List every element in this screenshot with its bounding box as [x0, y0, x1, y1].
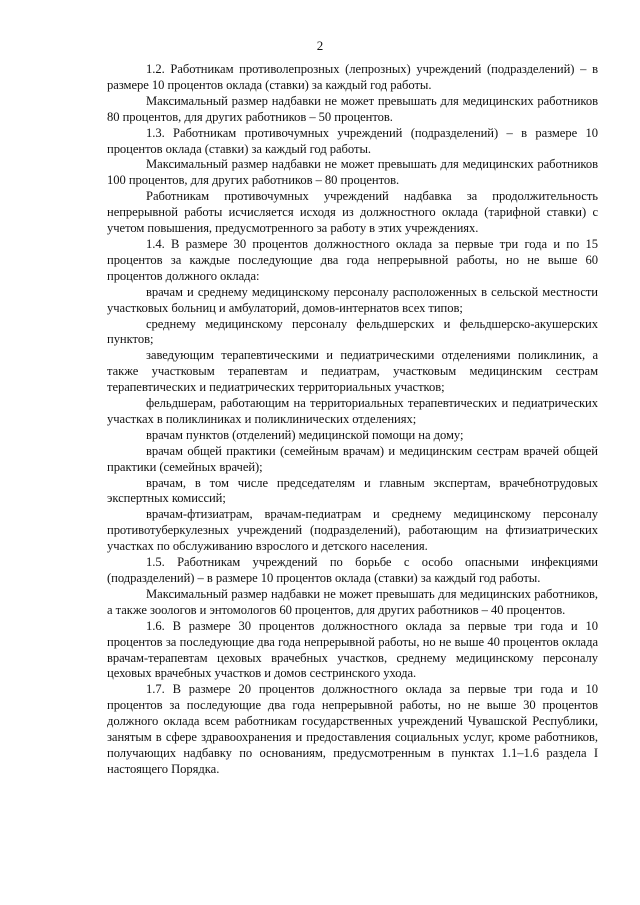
paragraph: среднему медицинскому персоналу фельдшерских и фельдшерско-акушерских пунктов;	[107, 316, 598, 347]
paragraph: врачам-фтизиатрам, врачам-педиатрам и среднему медицинскому персоналу противотуберкулезных учреждений (подразделений), работающим на фтизиатрических участках по обслуживанию взрослого и детского населения.	[107, 507, 598, 554]
paragraph: 1.4. В размере 30 процентов должностного оклада за первые три года и по 15 процентов за каждые последующие два года непрерывной работы, но не выше 60 процентов должного оклада:	[107, 236, 598, 283]
paragraph: врачам пунктов (отделений) медицинской помощи на дому;	[146, 427, 464, 442]
paragraph: фельдшерам, работающим на территориальных терапевтических и педиатрических участках в поликлиниках и поликлинических отделениях;	[107, 396, 598, 426]
page-number: 2	[316, 38, 324, 53]
paragraph: врачам общей практики (семейным врачам) и медицинским сестрам врачей общей практики (семейных врачей);	[107, 443, 598, 474]
paragraph: заведующим терапевтическими и педиатрическими отделениями поликлиник, а также участковым терапевтам и педиатрам, участковым медицинским сестрам терапевтических и педиатрических территориальных участков;	[107, 348, 598, 395]
paragraph: 1.6. В размере 30 процентов должностного оклада за первые три года и 10 процентов за последующие два года непрерывной работы, но не выше 40 процентов оклада врачам-терапевтам цеховых врачебных участков, среднему медицинскому персоналу цеховых врачебных участков и домов сестринского ухода.	[107, 618, 598, 681]
paragraph: 1.3. Работникам противочумных учреждений (подразделений) – в размере 10 процентов оклада (ставки) за каждый год работы.	[107, 125, 598, 156]
paragraph: врачам и среднему медицинскому персоналу расположенных в сельской местности участковых больниц и амбулаторий, домов-интернатов всех типов;	[107, 284, 598, 315]
paragraph: Работникам противочумных учреждений надбавка за продолжительность непрерывной работы исчисляется исходя из должностного оклада (тарифной ставки) с учетом повышения, предусмотренного за работу в этих учреждениях.	[107, 189, 598, 236]
paragraph: 1.5. Работникам учреждений по борьбе с особо опасными инфекциями (подразделений) – в размере 10 процентов оклада (ставки) за каждый год работы.	[107, 555, 598, 585]
paragraph: 1.2. Работникам противолепрозных (лепрозных) учреждений (подразделений) – в размере 10 процентов оклада (ставки) за каждый год работы.	[107, 62, 598, 92]
paragraph: врачам, в том числе председателям и главным экспертам, врачебнотрудовых экспертных комиссий;	[107, 475, 598, 506]
document-body	[107, 62, 598, 778]
paragraph: Максимальный размер надбавки не может превышать для медицинских работников 100 процентов, для других работников – 80 процентов.	[107, 157, 598, 188]
paragraph: Максимальный размер надбавки не может превышать для медицинских работников, а также зоологов и энтомологов 60 процентов, для других работников – 40 процентов.	[107, 586, 598, 617]
paragraph: Максимальный размер надбавки не может превышать для медицинских работников 80 процентов, для других работников – 50 процентов.	[107, 93, 598, 124]
paragraph: 1.7. В размере 20 процентов должностного оклада за первые три года и 10 процентов за последующие два года непрерывной работы, но не выше 30 процентов должного оклада всем работникам государственных учреждений Чувашской Республики, занятым в сфере здравоохранения и предоставления социальных услуг, кроме работников, получающих надбавку по основаниям, предусмотренным в пунктах 1.1–1.6 раздела I настоящего Порядка.	[107, 682, 598, 776]
